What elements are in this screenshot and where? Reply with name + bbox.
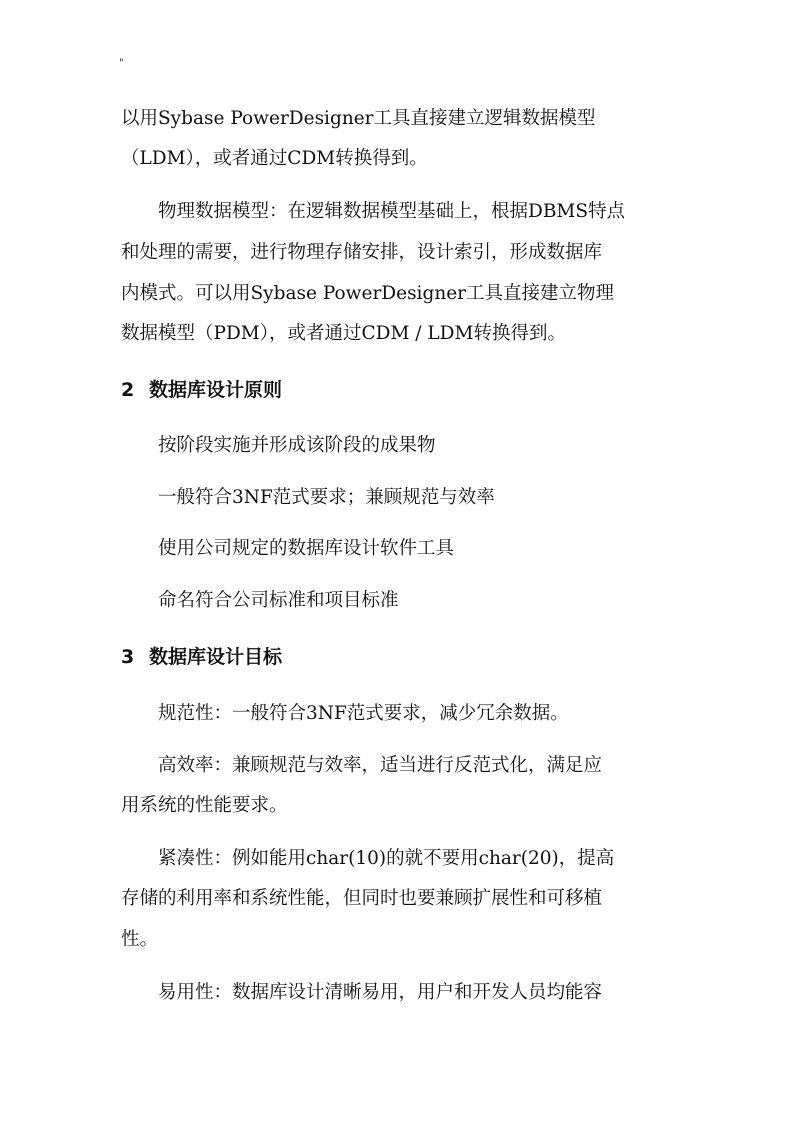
paragraph-pdm-line-2: 和处理的需要，进行物理存储安排，设计索引，形成数据库 [121,242,603,263]
section-3-heading [121,645,282,669]
paragraph-ldm-line-1: 以用Sybase PowerDesigner工具直接建立逻辑数据模型 [121,108,596,129]
goal-compact-line-2: 存储的利用率和系统性能，但同时也要兼顾扩展性和可移植 [121,888,603,909]
paragraph-ldm-line-2: （LDM），或者通过CDM转换得到。 [121,148,428,169]
section-2-heading [121,378,282,402]
principle-item-2: 一般符合3NF范式要求；兼顾规范与效率 [158,487,495,508]
section-2-title: 数据库设计原则 [149,379,283,401]
paragraph-pdm-line-1: 物理数据模型：在逻辑数据模型基础上，根据DBMS特点 [158,201,626,222]
principle-item-4: 命名符合公司标准和项目标准 [158,590,399,611]
stray-quote-mark: " [119,58,124,69]
principle-item-3: 使用公司规定的数据库设计软件工具 [158,538,455,559]
goal-compact-line-1: 紧凑性：例如能用char(10)的就不要用char(20)，提高 [158,848,615,869]
principle-item-1: 按阶段实施并形成该阶段的成果物 [158,435,436,456]
goal-efficiency-line-1: 高效率：兼顾规范与效率，适当进行反范式化，满足应 [158,755,603,776]
goal-normalization: 规范性：一般符合3NF范式要求，减少冗余数据。 [158,703,569,724]
section-3-number: 3 [121,646,135,668]
section-2-number: 2 [121,379,135,401]
paragraph-pdm-line-4: 数据模型（PDM），或者通过CDM / LDM转换得到。 [121,323,566,344]
paragraph-pdm-line-3: 内模式。可以用Sybase PowerDesigner工具直接建立物理 [121,283,615,304]
goal-efficiency-line-2: 用系统的性能要求。 [121,795,288,816]
goal-usability-line-1: 易用性：数据库设计清晰易用，用户和开发人员均能容 [158,982,603,1003]
goal-compact-line-3: 性。 [121,929,159,950]
section-3-title: 数据库设计目标 [149,646,283,668]
